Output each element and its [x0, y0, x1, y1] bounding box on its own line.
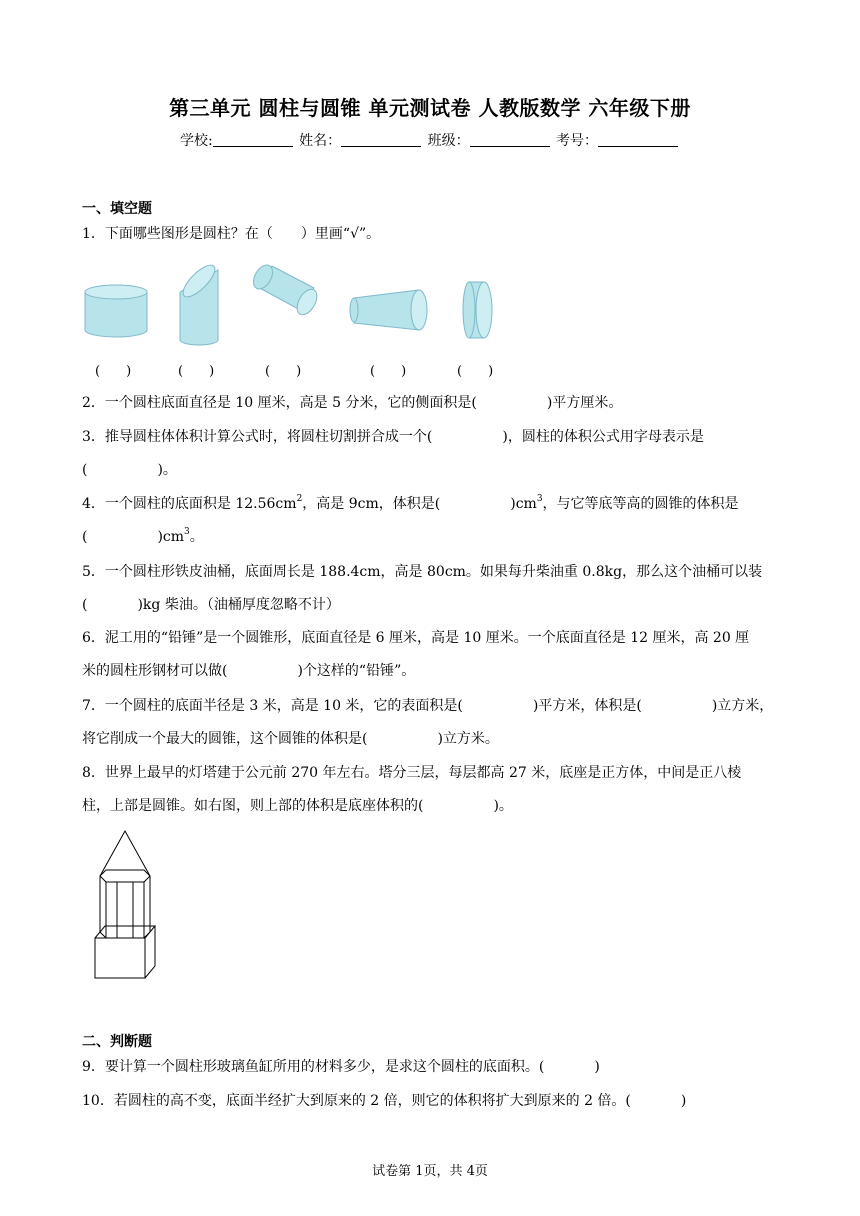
- q3-text-c: (: [82, 462, 88, 478]
- question-1: 1．下面哪些图形是圆柱？在（ ）里画“√”。: [82, 226, 381, 242]
- q4-text-d: ，与它等底等高的圆锥的体积是: [542, 496, 739, 512]
- class-label: 班级：: [427, 133, 470, 149]
- page-title: 第三单元 圆柱与圆锥 单元测试卷 人教版数学 六年级下册: [169, 96, 691, 120]
- school-field[interactable]: [213, 132, 293, 147]
- q8-text-a: 8．世界上最早的灯塔建于公元前 270 年左右。塔分三层，每层都高 27 米，底座是正方体，中间是正八棱: [82, 765, 742, 781]
- cone-top: [100, 831, 150, 876]
- cube-base: [95, 926, 155, 978]
- q4-text-e: (: [82, 529, 88, 545]
- q6-text-c: )个这样的“铅锤”。: [297, 663, 416, 679]
- section-fill-heading: 一、填空题: [82, 201, 152, 217]
- q10-text-a: 10．若圆柱的高不变，底面半经扩大到原来的 2 倍，则它的体积将扩大到原来的 2 倍。(: [82, 1093, 631, 1109]
- q8-text-c: )。: [493, 798, 513, 814]
- q4-text-b: ，高是 9cm，体积是(: [302, 496, 441, 512]
- q7-text-d: 将它削成一个最大的圆锥，这个圆锥的体积是(: [82, 731, 368, 747]
- q5-text-a: 5．一个圆柱形铁皮油桶，底面周长是 188.4cm，高是 80cm。如果每升柴油重 0.8kg，那么这个油桶可以装: [82, 564, 763, 580]
- name-field[interactable]: [341, 132, 421, 147]
- answer-paren-1[interactable]: ( ): [95, 364, 132, 379]
- q3-text-d: )。: [157, 462, 177, 478]
- q4-sup-2: 3: [536, 494, 543, 504]
- q4-text-g: 。: [189, 529, 204, 545]
- q2-text-a: 2．一个圆柱底面直径是 10 厘米，高是 5 分米，它的侧面积是(: [82, 395, 477, 411]
- q2-text-b: )平方厘米。: [546, 395, 623, 411]
- q4-text-a: 4．一个圆柱的底面积是 12.56cm: [82, 496, 297, 512]
- q8-text-b: 柱，上部是圆锥。如右图，则上部的体积是底座体积的(: [82, 798, 424, 814]
- answer-paren-2[interactable]: ( ): [178, 364, 215, 379]
- prism-top: [100, 870, 150, 882]
- q4-text-f: )cm: [157, 529, 185, 545]
- question-6: [82, 622, 782, 688]
- answer-paren-4[interactable]: ( ): [370, 364, 407, 379]
- q3-text-b: )，圆柱的体积公式用字母表示是: [502, 429, 704, 445]
- q9-text-a: 9．要计算一个圆柱形玻璃鱼缸所用的材料多少，是求这个圆柱的底面积。(: [82, 1059, 545, 1075]
- q3-text-a: 3．推导圆柱体体积计算公式时，将圆柱切割拼合成一个(: [82, 429, 433, 445]
- cylinder-figures: [80, 260, 540, 350]
- question-3: [82, 421, 782, 487]
- question-10: [82, 1085, 782, 1118]
- answer-paren-3[interactable]: ( ): [265, 364, 302, 379]
- q7-text-c: )立方米，: [711, 698, 774, 714]
- shape-short-cylinder-side: [463, 282, 492, 338]
- name-label: 姓名：: [299, 133, 342, 149]
- lighthouse-figure: [90, 826, 160, 982]
- q7-text-a: 7．一个圆柱的底面半径是 3 米，高是 10 米，它的表面积是(: [82, 698, 463, 714]
- shape-frustum: [350, 290, 427, 330]
- class-field[interactable]: [470, 132, 550, 147]
- q6-text-b: 米的圆柱形钢材可以做(: [82, 663, 228, 679]
- shape-slanted-cut-cylinder: [178, 260, 219, 345]
- q4-sup-3: 3: [184, 527, 190, 537]
- question-2: [82, 387, 782, 420]
- q9-text-b: ): [594, 1059, 600, 1075]
- q4-text-c: )cm: [510, 496, 537, 512]
- question-8: [82, 757, 782, 823]
- q7-text-b: )平方米，体积是(: [532, 698, 642, 714]
- q6-text-a: 6．泥工用的“铅锤”是一个圆锥形，底面直径是 6 厘米，高是 10 厘米。一个底面直径是 12 厘米，高 20 厘: [82, 630, 750, 646]
- shape-tilted-cylinder: [250, 262, 321, 318]
- section-judge-heading: 二、判断题: [82, 1034, 152, 1050]
- q5-text-c: )kg 柴油。（油桶厚度忽略不计）: [137, 597, 340, 613]
- exam-number-field[interactable]: [598, 132, 678, 147]
- prism-body: [100, 876, 150, 938]
- shape-cylinder-upright: [85, 285, 147, 337]
- page-footer: 试卷第 1页，共 4页: [372, 1164, 488, 1179]
- q4-sup-1: 2: [296, 494, 303, 504]
- exam-number-label: 考号：: [556, 133, 599, 149]
- question-7: [82, 690, 782, 756]
- q5-text-b: (: [82, 597, 88, 613]
- student-info-line: [0, 130, 860, 150]
- question-9: [82, 1051, 782, 1084]
- question-4: [82, 488, 782, 554]
- question-5: [82, 556, 782, 622]
- q10-text-b: ): [680, 1093, 687, 1109]
- answer-paren-5[interactable]: ( ): [457, 364, 494, 379]
- school-label: 学校:: [179, 133, 213, 149]
- q7-text-e: )立方米。: [437, 731, 499, 747]
